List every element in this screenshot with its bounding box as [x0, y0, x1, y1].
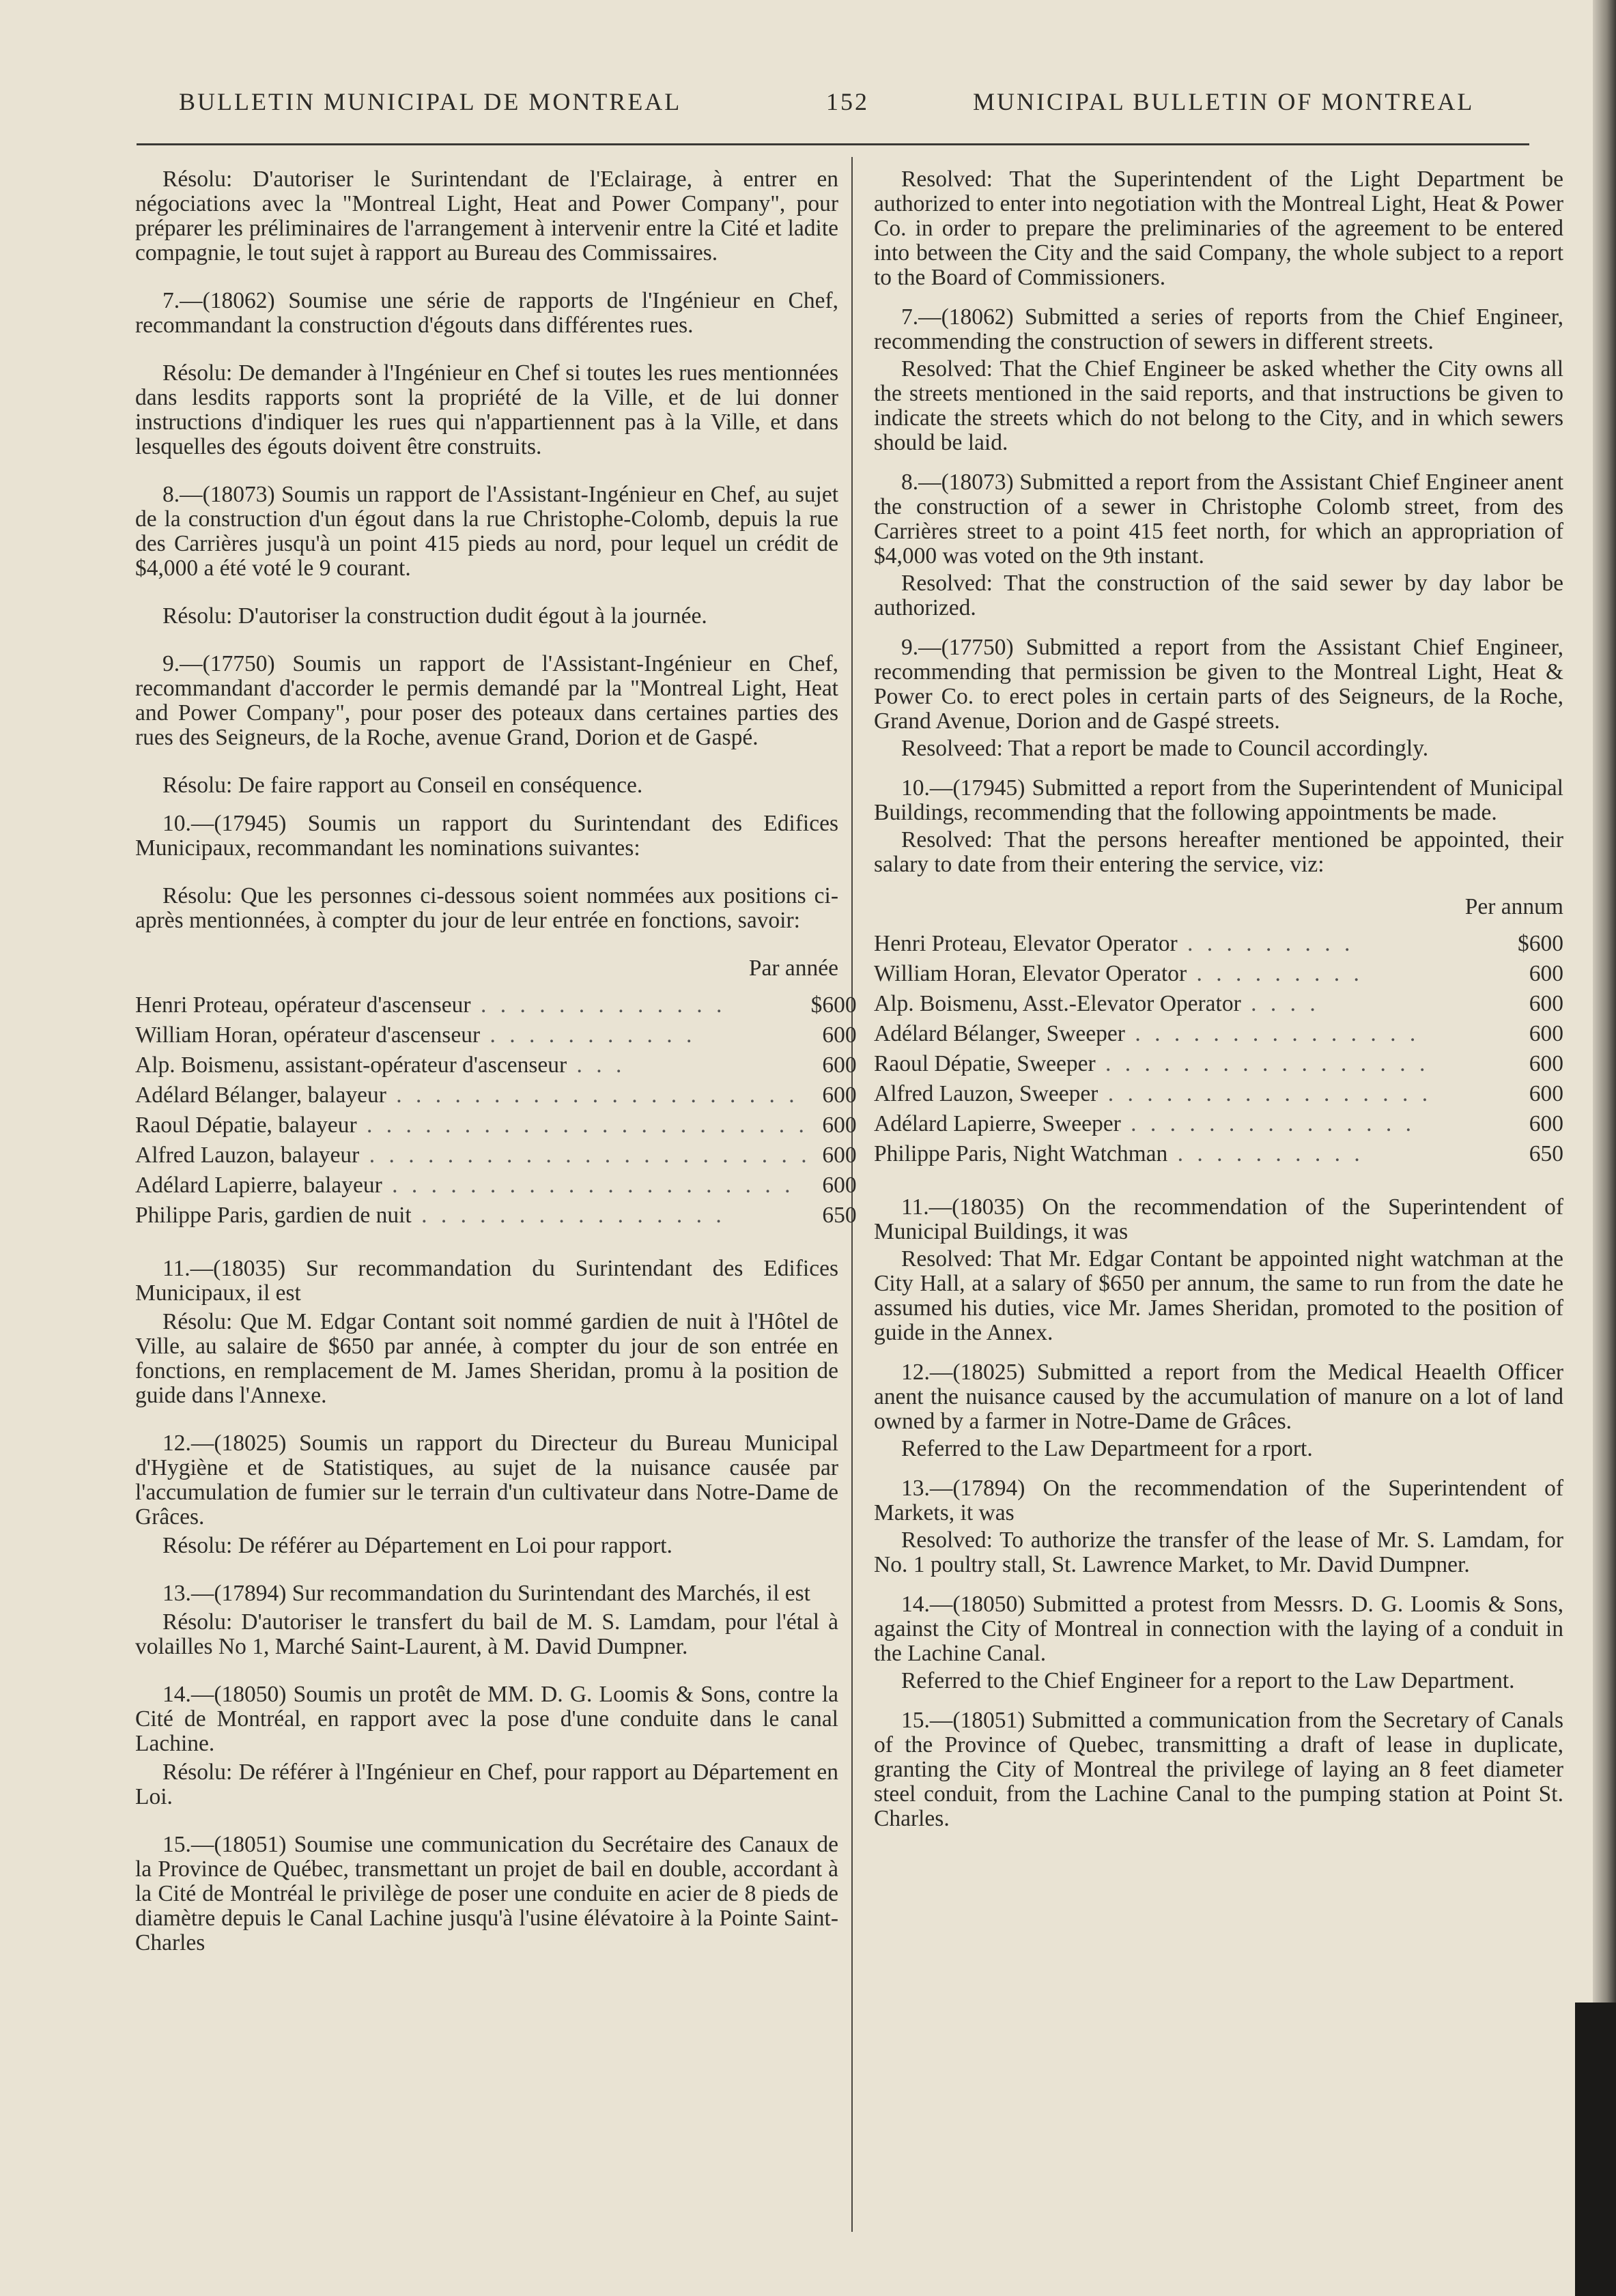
fr-item-14-resolution: Résolu: De référer à l'Ingénieur en Chef, pour rapport au Département en Loi.: [135, 1760, 838, 1809]
page-edge-shadow: [1593, 0, 1616, 2296]
fr-pay-name: Raoul Dépatie, balayeur: [135, 1113, 357, 1138]
fr-item-10: 10.—(17945) Soumis un rapport du Surintendant des Edifices Municipaux, recommandant les nominations suivantes:: [135, 811, 838, 861]
en-item-12-resolution: Referred to the Law Departmeent for a rport.: [901, 1436, 1313, 1461]
en-pay-name: Alfred Lauzon, Sweeper: [874, 1082, 1098, 1106]
table-row: Philippe Paris, gardien de nuit . . . . . . . . . . . . . . . . 650: [135, 1203, 857, 1233]
en-item-10: 10.—(17945) Submitted a report from the Superintendent of Municipal Buildings, recommending that the following appointments be made.: [874, 775, 1563, 825]
en-item-14: 14.—(18050) Submitted a protest from Messrs. D. G. Loomis & Sons, against the City of Montreal in connection with the laying of a conduit in the Lachine Canal.: [874, 1592, 1563, 1666]
table-row: Alfred Lauzon, balayeur . . . . . . . . . . . . . . . . . . . . . . . 600: [135, 1143, 857, 1173]
fr-item-13: 13.—(17894) Sur recommandation du Surintendant des Marchés, il est: [162, 1581, 810, 1606]
fr-pay-amount: 600: [822, 1052, 857, 1078]
fr-pay-header: Par année: [748, 956, 838, 981]
fr-pay-name: Philippe Paris, gardien de nuit: [135, 1203, 412, 1228]
fr-pay-name: Henri Proteau, opérateur d'ascenseur: [135, 993, 471, 1018]
fr-item-7: 7.—(18062) Soumise une série de rapports de l'Ingénieur en Chef, recommandant la construction d'égouts dans différentes rues.: [135, 288, 838, 338]
header-english-title: MUNICIPAL BULLETIN OF MONTREAL: [973, 88, 1475, 115]
fr-item-12: 12.—(18025) Soumis un rapport du Directeur du Bureau Municipal d'Hygiène et de Statistiques, au sujet de la nuisance causée par l'accumulation de fumier sur le terrain d'un cultivateur dans Notre-Dame de Grâces.: [135, 1431, 838, 1530]
fr-item-7-resolution: Résolu: De demander à l'Ingénieur en Chef si toutes les rues mentionnées dans lesdits rapports sont la propriété de la Ville, et de lui donner instructions d'indiquer les rues qui n'appartiennent pas à la Ville, et dans lesquelles des égouts doivent être construits.: [135, 360, 838, 459]
english-column: [874, 167, 1563, 1846]
en-pay-amount: 600: [1529, 1081, 1563, 1106]
fr-pay-amount: 600: [822, 1173, 857, 1198]
en-item-9: 9.—(17750) Submitted a report from the Assistant Chief Engineer, recommending that permission be given to the Montreal Light, Heat & Power Co. to erect poles in certain parts of des Seigneurs, de la Roche, Grand Avenue, Dorion and de Gaspé streets.: [874, 635, 1563, 734]
table-row: Adélard Bélanger, Sweeper . . . . . . . . . . . . . . . 600: [874, 1022, 1563, 1052]
table-row: Adélard Bélanger, balayeur . . . . . . . . . . . . . . . . . . . . . 600: [135, 1083, 857, 1113]
fr-item-8: 8.—(18073) Soumis un rapport de l'Assistant-Ingénieur en Chef, au sujet de la construction d'un égout dans la rue Christophe-Colomb, depuis la rue des Carrières jusqu'à un point 415 pieds au nord, pour lequel un crédit de $4,000 a été voté le 9 courant.: [135, 482, 838, 581]
en-item-15: 15.—(18051) Submitted a communication from the Secretary of Canals of the Province of Quebec, transmitting a draft of lease in duplicate, granting the City of Montreal the privilege of laying an 8 feet diameter steel conduit, from the Lachine Canal to the pumping station at Point St. Charles.: [874, 1708, 1563, 1831]
table-row: William Horan, opérateur d'ascenseur . . . . . . . . . . . 600: [135, 1023, 857, 1053]
fr-item-8-resolution: Résolu: D'autoriser la construction dudit égout à la journée.: [162, 603, 707, 629]
header-rule: [137, 143, 1529, 145]
en-item-8: 8.—(18073) Submitted a report from the Assistant Chief Engineer anent the construction of a sewer in Christophe Colomb street, from des Carrières street to a point 415 feet north, for which an appropriation of $4,000 was voted on the 9th instant.: [874, 470, 1563, 569]
en-item-7-resolution: Resolved: That the Chief Engineer be asked whether the City owns all the streets mentioned in the said reports, and that instructions be given to indicate the streets which do not belong to the City, and in which sewers should be laid.: [874, 356, 1563, 455]
en-item-14-resolution: Referred to the Chief Engineer for a report to the Law Department.: [901, 1668, 1515, 1693]
en-item-12: 12.—(18025) Submitted a report from the Medical Heaelth Officer anent the nuisance caused by the accumulation of manure on a lot of land owned by a farmer in Notre-Dame de Grâces.: [874, 1360, 1563, 1434]
header-french-title: BULLETIN MUNICIPAL DE MONTREAL: [179, 88, 682, 115]
en-pay-amount: 600: [1529, 1051, 1563, 1076]
en-pay-amount: 600: [1529, 961, 1563, 986]
en-resolution-light: Resolved: That the Superintendent of the Light Department be authorized to enter into negotiation with the Montreal Light, Heat & Power Co. in order to prepare the preliminaries of the agreement to be entered into between the City and the said Company, the whole subject to a report to the Board of Commissioners.: [874, 167, 1563, 290]
en-pay-name: Adélard Lapierre, Sweeper: [874, 1112, 1121, 1136]
fr-pay-name: William Horan, opérateur d'ascenseur: [135, 1023, 481, 1048]
en-pay-name: Alp. Boismenu, Asst.-Elevator Operator: [874, 992, 1241, 1016]
fr-appointments-table: [135, 993, 857, 1233]
en-pay-amount: 650: [1529, 1141, 1563, 1166]
fr-pay-amount: 650: [822, 1203, 857, 1228]
en-item-7: 7.—(18062) Submitted a series of reports from the Chief Engineer, recommending the construction of sewers in different streets.: [874, 304, 1563, 354]
table-row: Adélard Lapierre, Sweeper . . . . . . . . . . . . . . . 600: [874, 1112, 1563, 1142]
fr-pay-name: Adélard Bélanger, balayeur: [135, 1083, 386, 1108]
en-item-10-resolution: Resolved: That the persons hereafter mentioned be appointed, their salary to date from their entering the service, viz:: [874, 827, 1563, 877]
fr-pay-amount: 600: [822, 1082, 857, 1108]
en-pay-name: Philippe Paris, Night Watchman: [874, 1142, 1168, 1166]
fr-resolution-light: Résolu: D'autoriser le Surintendant de l'Eclairage, à entrer en négociations avec la "Montreal Light, Heat and Power Company", pour préparer les préliminaires de l'arrangement à intervenir entre la Cité et ladite compagnie, le tout sujet à rapport au Bureau des Commissaires.: [135, 167, 838, 266]
en-item-8-resolution: Resolved: That the construction of the said sewer by day labor be authorized.: [874, 571, 1563, 620]
table-row: Henri Proteau, Elevator Operator . . . . . . . . . $600: [874, 932, 1563, 962]
page-edge-dark-corner: [1575, 2003, 1616, 2296]
fr-item-13-resolution: Résolu: D'autoriser le transfert du bail de M. S. Lamdam, pour l'étal à volailles No 1, Marché Saint-Laurent, à M. David Dumpner.: [135, 1609, 838, 1659]
table-row: Raoul Dépatie, Sweeper . . . . . . . . . . . . . . . . . 600: [874, 1052, 1563, 1082]
fr-pay-name: Alp. Boismenu, assistant-opérateur d'ascenseur: [135, 1053, 567, 1078]
table-row: Adélard Lapierre, balayeur . . . . . . . . . . . . . . . . . . . . . 600: [135, 1173, 857, 1203]
en-pay-name: Henri Proteau, Elevator Operator: [874, 932, 1178, 956]
en-pay-header: Per annum: [1464, 894, 1563, 919]
table-row: William Horan, Elevator Operator . . . . . . . . . 600: [874, 962, 1563, 992]
en-pay-amount: 600: [1529, 1021, 1563, 1046]
running-header: [137, 87, 1529, 128]
fr-item-9-resolution: Résolu: De faire rapport au Conseil en conséquence.: [162, 773, 643, 798]
fr-pay-name: Alfred Lauzon, balayeur: [135, 1143, 360, 1168]
en-pay-name: William Horan, Elevator Operator: [874, 962, 1187, 986]
fr-pay-name: Adélard Lapierre, balayeur: [135, 1173, 382, 1198]
en-pay-amount: 600: [1529, 1111, 1563, 1136]
en-item-11-resolution: Resolved: That Mr. Edgar Contant be appointed night watchman at the City Hall, at a salary of $650 per annum, the same to run from the date he assumed his duties, vice Mr. James Sheridan, promoted to the position of guide in the Annex.: [874, 1246, 1563, 1345]
table-row: Henri Proteau, opérateur d'ascenseur . . . . . . . . . . . . . $600: [135, 993, 857, 1023]
table-row: Raoul Dépatie, balayeur . . . . . . . . . . . . . . . . . . . . . . . 600: [135, 1113, 857, 1143]
en-item-13-resolution: Resolved: To authorize the transfer of the lease of Mr. S. Lamdam, for No. 1 poultry stall, St. Lawrence Market, to Mr. David Dumpner.: [874, 1527, 1563, 1577]
fr-item-11: 11.—(18035) Sur recommandation du Surintendant des Edifices Municipaux, il est: [135, 1256, 838, 1306]
en-pay-amount: $600: [1518, 931, 1563, 956]
table-row: Alp. Boismenu, assistant-opérateur d'ascenseur . . . 600: [135, 1053, 857, 1083]
table-row: Alfred Lauzon, Sweeper . . . . . . . . . . . . . . . . . 600: [874, 1082, 1563, 1112]
fr-item-11-resolution: Résolu: Que M. Edgar Contant soit nommé gardien de nuit à l'Hôtel de Ville, au salaire de $650 par année, à compter du jour de son entrée en fonctions, en remplacement de M. James Sheridan, promu à la position de guide dans l'Annexe.: [135, 1309, 838, 1408]
fr-item-10-resolution: Résolu: Que les personnes ci-dessous soient nommées aux positions ci-après mentionnées, à compter du jour de leur entrée en fonctions, savoir:: [135, 883, 838, 933]
en-item-11: 11.—(18035) On the recommendation of the Superintendent of Municipal Buildings, it was: [874, 1194, 1563, 1244]
en-item-13: 13.—(17894) On the recommendation of the Superintendent of Markets, it was: [874, 1476, 1563, 1525]
fr-item-14: 14.—(18050) Soumis un protêt de MM. D. G. Loomis & Sons, contre la Cité de Montréal, en rapport avec la pose d'une conduite dans le canal Lachine.: [135, 1682, 838, 1756]
fr-item-12-resolution: Résolu: De référer au Département en Loi pour rapport.: [162, 1533, 672, 1558]
fr-item-15: 15.—(18051) Soumise une communication du Secrétaire des Canaux de la Province de Québec, transmettant un projet de bail en double, accordant à la Cité de Montréal le privilège de poser une conduite en acier de 8 pieds de diamètre depuis le Canal Lachine jusqu'à l'usine élévatoire à la Pointe Saint-Charles: [135, 1832, 838, 1955]
en-appointments-table: [874, 932, 1563, 1172]
fr-pay-amount: $600: [810, 992, 857, 1018]
fr-pay-amount: 600: [822, 1143, 857, 1168]
french-column: [135, 167, 857, 1979]
fr-item-9: 9.—(17750) Soumis un rapport de l'Assistant-Ingénieur en Chef, recommandant d'accorder le permis demandé par la "Montreal Light, Heat and Power Company", pour poser des poteaux dans certaines parties des rues des Seigneurs, de la Roche, avenue Grand, Dorion et de Gaspé.: [135, 651, 838, 750]
page-number: 152: [826, 88, 869, 115]
fr-pay-amount: 600: [822, 1113, 857, 1138]
table-row: Alp. Boismenu, Asst.-Elevator Operator . . . . 600: [874, 992, 1563, 1022]
en-pay-name: Raoul Dépatie, Sweeper: [874, 1052, 1096, 1076]
table-row: Philippe Paris, Night Watchman . . . . . . . . . . 650: [874, 1142, 1563, 1172]
en-pay-name: Adélard Bélanger, Sweeper: [874, 1022, 1125, 1046]
en-item-9-resolution: Resolveed: That a report be made to Council accordingly.: [901, 736, 1429, 761]
en-pay-amount: 600: [1529, 991, 1563, 1016]
fr-pay-amount: 600: [822, 1022, 857, 1048]
